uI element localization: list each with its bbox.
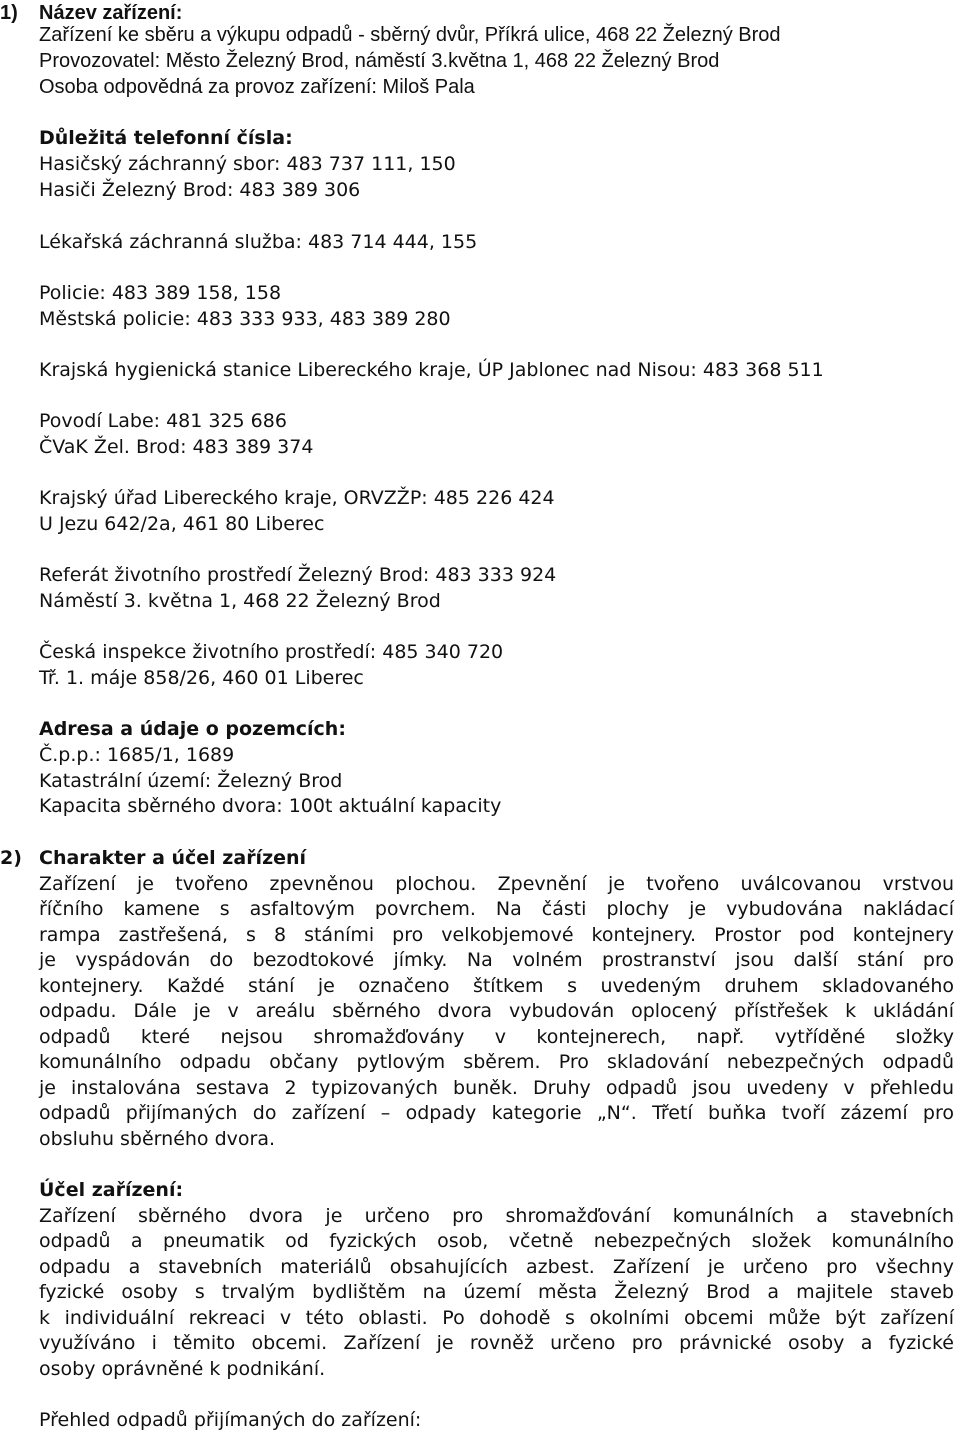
- character-line: odpadů přijímaných do zařízení – odpady kategorie „N“. Třetí buňka tvoří zázemí pro: [39, 1102, 954, 1124]
- purpose-line: fyzické osoby s trvalým bydlištěm na území města Železný Brod a majitele staveb: [39, 1281, 954, 1303]
- section-1-title: Název zařízení:: [39, 2, 183, 24]
- character-line: obsluhu sběrného dvora.: [39, 1128, 276, 1150]
- phone-water-utility: ČVaK Žel. Brod: 483 389 374: [39, 436, 314, 458]
- phone-environment-inspection: Česká inspekce životního prostředí: 485 340 720: [39, 641, 504, 663]
- yard-capacity: Kapacita sběrného dvora: 100t aktuální kapacity: [39, 795, 502, 817]
- address-heading: Adresa a údaje o pozemcích:: [39, 718, 346, 740]
- purpose-line: osoby oprávněné k podnikání.: [39, 1358, 326, 1380]
- environment-dept-address: Náměstí 3. května 1, 468 22 Železný Brod: [39, 590, 441, 612]
- phone-fire-local: Hasiči Železný Brod: 483 389 306: [39, 179, 361, 201]
- phone-ambulance: Lékařská záchranná služba: 483 714 444, 155: [39, 231, 478, 253]
- environment-inspection-address: Tř. 1. máje 858/26, 460 01 Liberec: [39, 667, 364, 689]
- purpose-line: odpadu a stavebních materiálů obsahujících azbest. Zařízení je určeno pro všechny: [39, 1256, 954, 1278]
- purpose-heading: Účel zařízení:: [39, 1179, 184, 1201]
- character-line: říčního kamene s asfaltovým povrchem. Na části plochy je vybudována nakládací: [39, 898, 954, 920]
- character-line: je instalována sestava 2 typizovaných buněk. Druhy odpadů jsou uvedeny v přehledu: [39, 1077, 954, 1099]
- phone-river-basin: Povodí Labe: 481 325 686: [39, 410, 287, 432]
- phones-heading: Důležitá telefonní čísla:: [39, 127, 293, 149]
- phone-environment-dept: Referát životního prostředí Železný Brod: 483 333 924: [39, 564, 557, 586]
- character-line: kontejnery. Každé stání je označeno štítkem s uvedeným druhem skladovaného: [39, 975, 954, 997]
- character-line: je vyspádován do bezodtokové jímky. Na volném prostranství jsou další stání pro: [39, 949, 954, 971]
- section-2-heading: [0, 845, 954, 871]
- section-2-title: Charakter a účel zařízení: [39, 847, 307, 869]
- character-line: Zařízení je tvořeno zpevněnou plochou. Zpevnění je tvořeno uválcovanou vrstvou: [39, 873, 954, 895]
- phone-regional-office: Krajský úřad Libereckého kraje, ORVZŽP: 485 226 424: [39, 487, 555, 509]
- phone-hygiene-station: Krajská hygienická stanice Libereckého kraje, ÚP Jablonec nad Nisou: 483 368 511: [39, 359, 824, 381]
- purpose-line: k individuální rekreaci v této oblasti. Po dohodě s okolními obcemi může být zařízení: [39, 1307, 954, 1329]
- purpose-line: využíváno i těmito obcemi. Zařízení je rovněž určeno pro právnické osoby a fyzické: [39, 1332, 954, 1354]
- parcel-numbers: Č.p.p.: 1685/1, 1689: [39, 744, 235, 766]
- character-line: odpadů které nejsou shromažďovány v kontejnerech, např. vytříděné složky: [39, 1026, 954, 1048]
- section-2-number: 2): [0, 847, 22, 869]
- phone-police: Policie: 483 389 158, 158: [39, 282, 282, 304]
- cadastral-area: Katastrální území: Železný Brod: [39, 770, 343, 792]
- waste-overview-heading: Přehled odpadů přijímaných do zařízení:: [39, 1409, 422, 1431]
- facility-name: Zařízení ke sběru a výkupu odpadů - sběrný dvůr, Příkrá ulice, 468 22 Železný Brod: [39, 24, 781, 46]
- phone-city-police: Městská policie: 483 333 933, 483 389 280: [39, 308, 451, 330]
- responsible-person: Osoba odpovědná za provoz zařízení: Miloš Pala: [39, 76, 475, 98]
- character-line: rampa zastřešená, s 8 stáními pro velkobjemové kontejnery. Prostor pod kontejnery: [39, 924, 954, 946]
- section-1-number: 1): [0, 2, 18, 24]
- character-line: komunálního odpadu občany pytlovým sběrem. Pro skladování nebezpečných odpadů: [39, 1051, 954, 1073]
- character-line: odpadu. Dále je v areálu sběrného dvora vybudován oplocený přístřešek k ukládání: [39, 1000, 954, 1022]
- phone-fire-rescue: Hasičský záchranný sbor: 483 737 111, 150: [39, 153, 456, 175]
- regional-office-address: U Jezu 642/2a, 461 80 Liberec: [39, 513, 325, 535]
- purpose-line: odpadů a pneumatik od fyzických osob, včetně nebezpečných složek komunálního: [39, 1230, 954, 1252]
- purpose-line: Zařízení sběrného dvora je určeno pro shromažďování komunálních a stavebních: [39, 1205, 954, 1227]
- operator: Provozovatel: Město Železný Brod, náměstí 3.května 1, 468 22 Železný Brod: [39, 50, 720, 72]
